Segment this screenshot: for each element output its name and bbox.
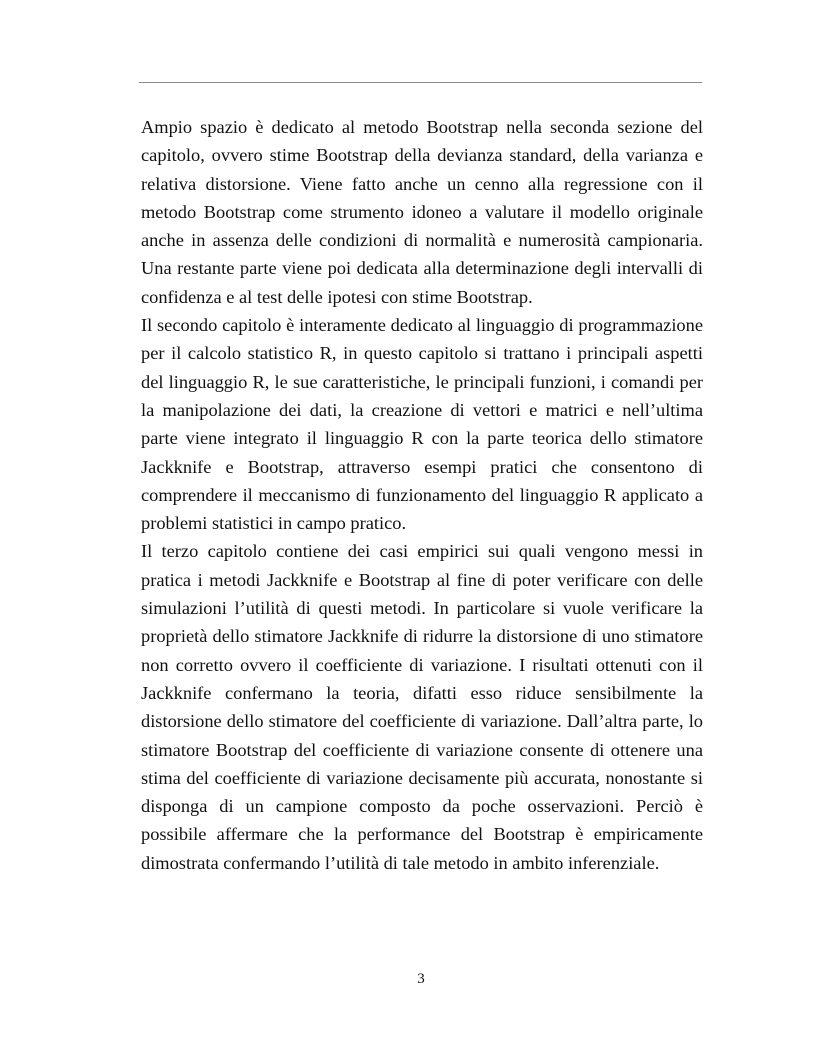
header-rule [139,82,702,83]
page-number: 3 [417,971,425,987]
paragraph-second-chapter: Il secondo capitolo è interamente dedicato al linguaggio di programmazione per il calcolo statistico R, in questo capitolo si trattano i principali aspetti del linguaggio R, le sue caratteristiche, le principali funzioni, i comandi per la manipolazione dei dati, la creazione di vettori e matrici e nell’ultima parte viene integrato il linguaggio R con la parte teorica dello stimatore Jackknife e Bootstrap, attraverso esempi pratici che consentono di comprendere il meccanismo di funzionamento del linguaggio R applicato a problemi statistici in campo pratico. [141,315,703,534]
body-text [141,113,703,877]
paragraph-bootstrap-section: Ampio spazio è dedicato al metodo Bootstrap nella seconda sezione del capitolo, ovvero stime Bootstrap della devianza standard, della varianza e relativa distorsione. Viene fatto anche un cenno alla regressione con il metodo Bootstrap come strumento idoneo a valutare il modello originale anche in assenza delle condizioni di normalità e numerosità campionaria. Una restante parte viene poi dedicata alla determinazione degli intervalli di confidenza e al test delle ipotesi con stime Bootstrap. [141,117,703,307]
paragraph-third-chapter: Il terzo capitolo contiene dei casi empirici sui quali vengono messi in pratica i metodi Jackknife e Bootstrap al fine di poter verificare con delle simulazioni l’utilità di questi metodi. In particolare si vuole verificare la proprietà dello stimatore Jackknife di ridurre la distorsione di uno stimatore non corretto ovvero il coefficiente di variazione. I risultati ottenuti con il Jackknife confermano la teoria, difatti esso riduce sensibilmente la distorsione dello stimatore del coefficiente di variazione. Dall’altra parte, lo stimatore Bootstrap del coefficiente di variazione consente di ottenere una stima del coefficiente di variazione decisamente più accurata, nonostante si disponga di un campione composto da poche osservazioni. Perciò è possibile affermare che la performance del Bootstrap è empiricamente dimostrata confermando l’utilità di tale metodo in ambito inferenziale. [141,541,703,873]
